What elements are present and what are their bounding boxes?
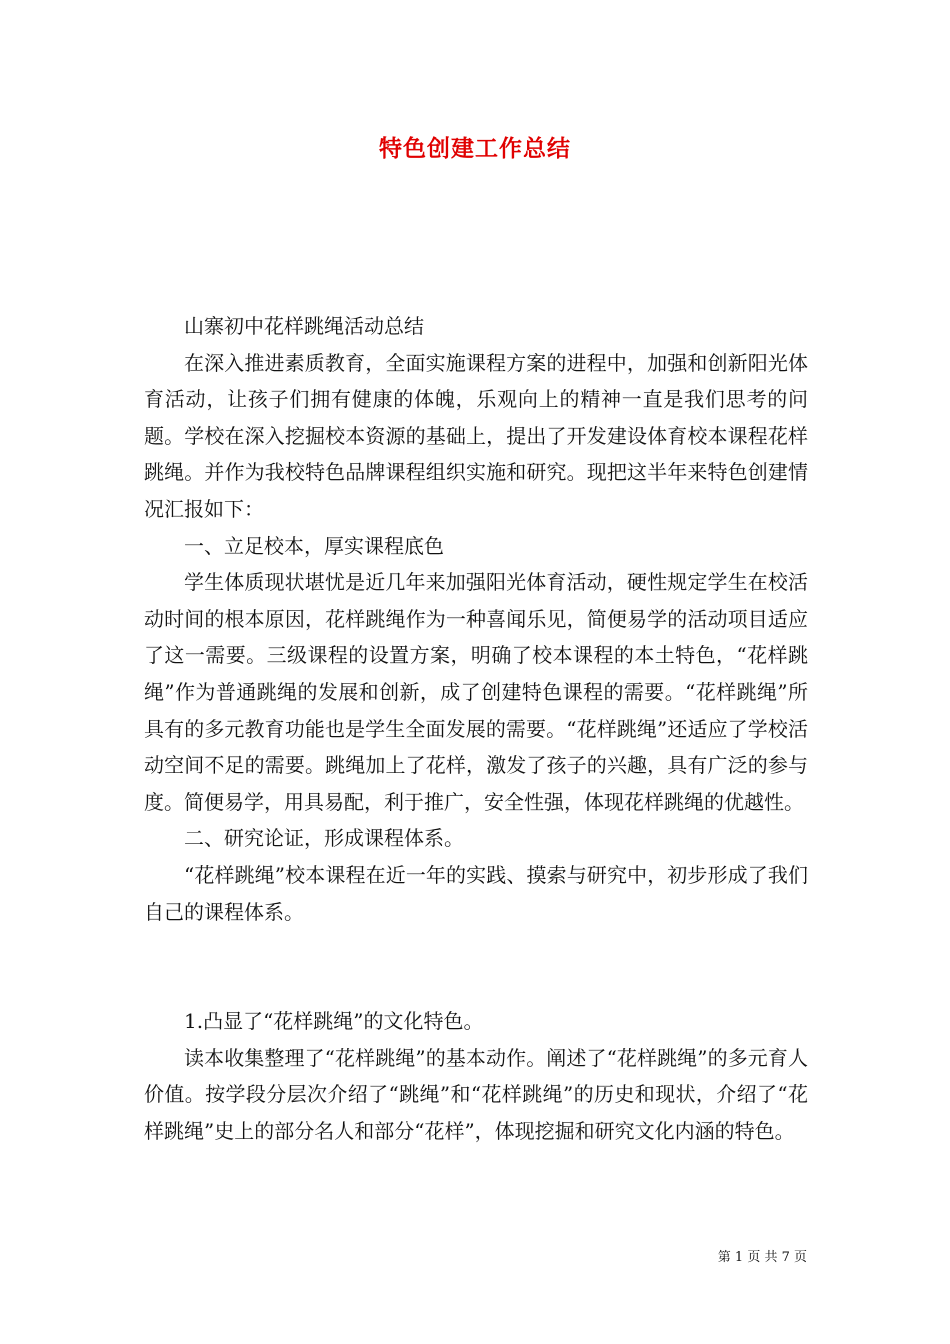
section-heading-summary: 山寨初中花样跳绳活动总结 xyxy=(184,314,424,338)
document-body xyxy=(144,308,808,1149)
section-heading-2: 二、研究论证，形成课程体系。 xyxy=(184,826,464,851)
paragraph-section-1: 学生体质现状堪忧是近几年来加强阳光体育活动，硬性规定学生在校活动时间的根本原因，花样跳绳作为一种喜闻乐见，简便易学的活动项目适应了这一需要。三级课程的设置方案，明确了校本课程的本土特色，“花样跳绳”作为普通跳绳的发展和创新，成了创建特色课程的需要。“花样跳绳”所具有的多元教育功能也是学生全面发展的需要。“花样跳绳”还适应了学校活动空间不足的需要。跳绳加上了花样，激发了孩子的兴趣，具有广泛的参与度。简便易学，用具易配，利于推广，安全性强，体现花样跳绳的优越性。 xyxy=(144,570,808,814)
paragraph-section-2: “花样跳绳”校本课程在近一年的实践、摸索与研究中，初步形成了我们自己的课程体系。 xyxy=(144,862,808,924)
paragraph-intro: 在深入推进素质教育，全面实施课程方案的进程中，加强和创新阳光体育活动，让孩子们拥有健康的体魄，乐观向上的精神一直是我们思考的问题。学校在深入挖掘校本资源的基础上，提出了开发建设体育校本课程花样跳绳。并作为我校特色品牌课程组织实施和研究。现把这半年来特色创建情况汇报如下： xyxy=(144,350,808,521)
document-title: 特色创建工作总结 xyxy=(379,135,571,162)
subsection-heading-1: 1.凸显了“花样跳绳”的文化特色。 xyxy=(184,1009,484,1034)
paragraph-subsection-1: 读本收集整理了“花样跳绳”的基本动作。阐述了“花样跳绳”的多元育人价值。按学段分层次介绍了“跳绳”和“花样跳绳”的历史和现状，介绍了“花样跳绳”史上的部分名人和部分“花样”，体现挖掘和研究文化内涵的特色。 xyxy=(144,1045,808,1143)
page-number-indicator: 第 1 页 共 7 页 xyxy=(717,1250,807,1265)
section-heading-1: 一、立足校本，厚实课程底色 xyxy=(184,533,444,558)
